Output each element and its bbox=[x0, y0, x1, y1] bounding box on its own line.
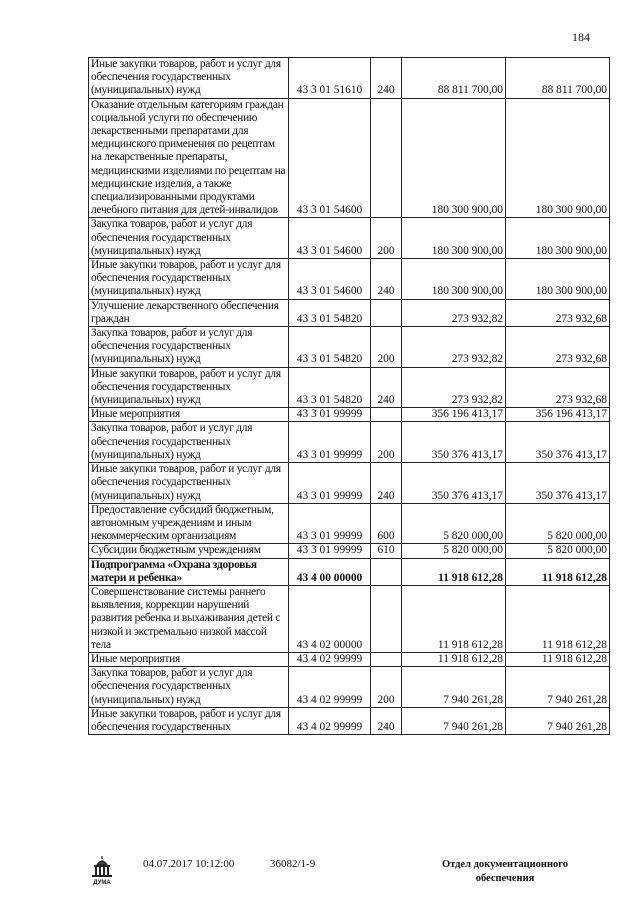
page-number: 184 bbox=[572, 30, 590, 44]
footer-department bbox=[430, 858, 580, 886]
row-name: Закупка товаров, работ и услуг для обеспечения государственных (муниципальных) нужд bbox=[89, 327, 289, 368]
row-vr-code bbox=[371, 408, 402, 422]
row-csr-code: 43 3 01 54600 bbox=[289, 259, 371, 300]
row-csr-code: 43 4 00 00000 bbox=[289, 558, 371, 585]
row-sum-2017: 11 918 612,28 bbox=[402, 652, 506, 666]
table-row bbox=[89, 408, 610, 422]
row-name: Улучшение лекарственного обеспечения граждан bbox=[89, 299, 289, 326]
row-sum-2018: 350 376 413,17 bbox=[506, 422, 610, 463]
table-row bbox=[89, 544, 610, 558]
row-vr-code: 200 bbox=[371, 667, 402, 708]
footer-dept-line1: Отдел документационного bbox=[441, 859, 569, 870]
table-row bbox=[89, 585, 610, 652]
page-footer bbox=[88, 858, 600, 890]
row-vr-code bbox=[371, 299, 402, 326]
row-vr-code: 200 bbox=[371, 327, 402, 368]
table-row bbox=[89, 259, 610, 300]
row-csr-code: 43 3 01 99999 bbox=[289, 544, 371, 558]
row-csr-code: 43 3 01 54600 bbox=[289, 98, 371, 218]
row-vr-code: 240 bbox=[371, 367, 402, 408]
row-name: Иные закупки товаров, работ и услуг для обеспечения государственных (муниципальных) нужд bbox=[89, 367, 289, 408]
row-csr-code: 43 3 01 99999 bbox=[289, 408, 371, 422]
row-name: Закупка товаров, работ и услуг для обеспечения государственных (муниципальных) нужд bbox=[89, 422, 289, 463]
row-vr-code bbox=[371, 558, 402, 585]
row-csr-code: 43 3 01 54600 bbox=[289, 218, 371, 259]
footer-date: 04.07.2017 10:12:00 bbox=[143, 858, 235, 870]
row-sum-2017: 5 820 000,00 bbox=[402, 544, 506, 558]
row-vr-code bbox=[371, 98, 402, 218]
table-row bbox=[89, 652, 610, 666]
row-sum-2018: 5 820 000,00 bbox=[506, 503, 610, 544]
row-vr-code: 610 bbox=[371, 544, 402, 558]
row-sum-2018: 350 376 413,17 bbox=[506, 463, 610, 504]
duma-logo-icon bbox=[88, 854, 116, 886]
row-sum-2017: 11 918 612,28 bbox=[402, 585, 506, 652]
row-name: Иные закупки товаров, работ и услуг для обеспечения государственных bbox=[89, 707, 289, 734]
row-name: Субсидии бюджетным учреждениям bbox=[89, 544, 289, 558]
table-row bbox=[89, 327, 610, 368]
row-vr-code: 240 bbox=[371, 707, 402, 734]
row-sum-2017: 350 376 413,17 bbox=[402, 463, 506, 504]
footer-dept-line2: обеспечения bbox=[475, 873, 535, 884]
row-sum-2018: 356 196 413,17 bbox=[506, 408, 610, 422]
row-name: Оказание отдельным категориям граждан социальной услуги по обеспечению лекарственными препаратами для медицинского применения по рецептам на лекарственные препараты, медицинскими изделиями по рецептам на медицинские изделия, а также специализированными продуктами лечебного питания для детей-инвалидов bbox=[89, 98, 289, 218]
table-row bbox=[89, 58, 610, 99]
row-name: Предоставление субсидий бюджетным, автономным учреждениям и иным некоммерческим организациям bbox=[89, 503, 289, 544]
row-sum-2017: 11 918 612,28 bbox=[402, 558, 506, 585]
row-name: Закупка товаров, работ и услуг для обеспечения государственных (муниципальных) нужд bbox=[89, 667, 289, 708]
row-name: Иные закупки товаров, работ и услуг для обеспечения государственных (муниципальных) нужд bbox=[89, 58, 289, 99]
row-sum-2018: 180 300 900,00 bbox=[506, 218, 610, 259]
table-row bbox=[89, 422, 610, 463]
table-row bbox=[89, 707, 610, 734]
row-sum-2017: 273 932,82 bbox=[402, 327, 506, 368]
row-sum-2018: 180 300 900,00 bbox=[506, 98, 610, 218]
row-sum-2018: 11 918 612,28 bbox=[506, 585, 610, 652]
table-row bbox=[89, 463, 610, 504]
row-sum-2017: 180 300 900,00 bbox=[402, 98, 506, 218]
row-csr-code: 43 4 02 99999 bbox=[289, 707, 371, 734]
row-sum-2017: 273 932,82 bbox=[402, 367, 506, 408]
row-name: Иные мероприятия bbox=[89, 408, 289, 422]
row-sum-2017: 180 300 900,00 bbox=[402, 259, 506, 300]
row-sum-2018: 7 940 261,28 bbox=[506, 707, 610, 734]
row-sum-2018: 11 918 612,28 bbox=[506, 558, 610, 585]
row-vr-code bbox=[371, 585, 402, 652]
row-sum-2018: 273 932,68 bbox=[506, 299, 610, 326]
row-sum-2018: 5 820 000,00 bbox=[506, 544, 610, 558]
row-name: Совершенствование системы раннего выявления, коррекции нарушений развития ребенка и выхаживания детей с низкой и экстремально низкой массой тела bbox=[89, 585, 289, 652]
row-name: Закупка товаров, работ и услуг для обеспечения государственных (муниципальных) нужд bbox=[89, 218, 289, 259]
row-name: Иные закупки товаров, работ и услуг для обеспечения государственных (муниципальных) нужд bbox=[89, 463, 289, 504]
budget-table bbox=[88, 57, 610, 735]
row-name: Иные мероприятия bbox=[89, 652, 289, 666]
table-row bbox=[89, 503, 610, 544]
table-row bbox=[89, 558, 610, 585]
row-sum-2018: 273 932,68 bbox=[506, 327, 610, 368]
row-csr-code: 43 3 01 99999 bbox=[289, 503, 371, 544]
row-vr-code: 600 bbox=[371, 503, 402, 544]
row-sum-2018: 180 300 900,00 bbox=[506, 259, 610, 300]
row-sum-2017: 5 820 000,00 bbox=[402, 503, 506, 544]
row-csr-code: 43 3 01 54820 bbox=[289, 327, 371, 368]
row-sum-2017: 356 196 413,17 bbox=[402, 408, 506, 422]
row-name: Иные закупки товаров, работ и услуг для обеспечения государственных (муниципальных) нужд bbox=[89, 259, 289, 300]
row-sum-2017: 7 940 261,28 bbox=[402, 707, 506, 734]
table-row bbox=[89, 218, 610, 259]
row-sum-2017: 350 376 413,17 bbox=[402, 422, 506, 463]
row-csr-code: 43 4 02 00000 bbox=[289, 585, 371, 652]
row-vr-code: 240 bbox=[371, 58, 402, 99]
table-row bbox=[89, 667, 610, 708]
row-csr-code: 43 3 01 51610 bbox=[289, 58, 371, 99]
row-sum-2018: 7 940 261,28 bbox=[506, 667, 610, 708]
row-vr-code: 240 bbox=[371, 259, 402, 300]
row-vr-code bbox=[371, 652, 402, 666]
row-vr-code: 200 bbox=[371, 218, 402, 259]
row-sum-2017: 273 932,82 bbox=[402, 299, 506, 326]
table-row bbox=[89, 98, 610, 218]
row-name: Подпрограмма «Охрана здоровья матери и ребенка» bbox=[89, 558, 289, 585]
row-csr-code: 43 3 01 54820 bbox=[289, 299, 371, 326]
row-csr-code: 43 4 02 99999 bbox=[289, 652, 371, 666]
table-row bbox=[89, 367, 610, 408]
row-sum-2018: 11 918 612,28 bbox=[506, 652, 610, 666]
row-csr-code: 43 4 02 99999 bbox=[289, 667, 371, 708]
row-sum-2017: 180 300 900,00 bbox=[402, 218, 506, 259]
row-sum-2018: 88 811 700,00 bbox=[506, 58, 610, 99]
row-csr-code: 43 3 01 99999 bbox=[289, 422, 371, 463]
row-sum-2018: 273 932,68 bbox=[506, 367, 610, 408]
row-sum-2017: 88 811 700,00 bbox=[402, 58, 506, 99]
row-csr-code: 43 3 01 54820 bbox=[289, 367, 371, 408]
footer-doc-number: 36082/1-9 bbox=[270, 858, 316, 870]
row-vr-code: 240 bbox=[371, 463, 402, 504]
row-vr-code: 200 bbox=[371, 422, 402, 463]
row-csr-code: 43 3 01 99999 bbox=[289, 463, 371, 504]
logo-text: ДУМА bbox=[93, 880, 111, 886]
row-sum-2017: 7 940 261,28 bbox=[402, 667, 506, 708]
table-row bbox=[89, 299, 610, 326]
